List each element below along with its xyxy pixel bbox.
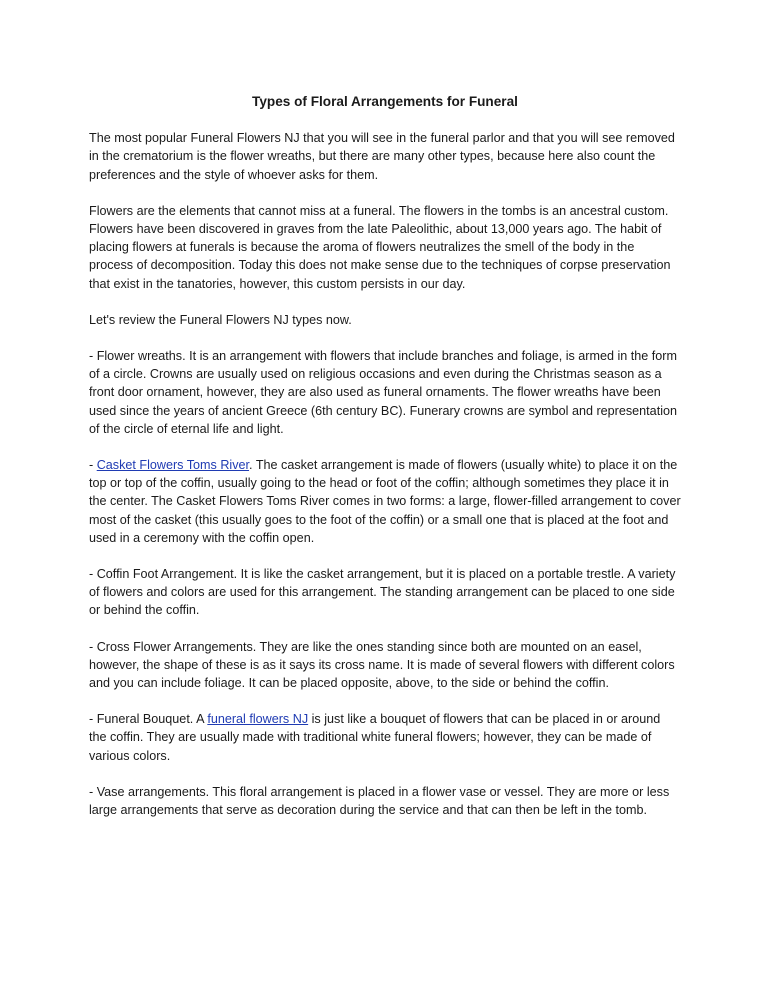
paragraph-flower-wreaths: - Flower wreaths. It is an arrangement with flowers that include branches and foliage, is armed in the form of a circle. Crowns are usually used on religious occasions and even during the Christmas season as a front door ornament, however, they are also used as funeral ornaments. The flower wreaths have been used since the years of ancient Greece (6th century BC). Funerary crowns are symbol and representation of the circle of eternal life and light.	[89, 349, 677, 436]
paragraph-intro: The most popular Funeral Flowers NJ that you will see in the funeral parlor and that you will see removed in the crematorium is the flower wreaths, but there are many other types, because here also count the preferences and the style of whoever asks for them.	[89, 131, 675, 182]
paragraph-cross-flower: - Cross Flower Arrangements. They are like the ones standing since both are mounted on an easel, however, the shape of these is as it says its cross name. It is made of several flowers with different colors and you can include foliage. It can be placed opposite, above, to the side or behind the coffin.	[89, 639, 675, 691]
paragraph-bouquet-prefix: - Funeral Bouquet. A	[89, 712, 208, 727]
paragraph-casket-text: . The casket arrangement is made of flowers (usually white) to place it on the top or top of the coffin, usually going to the head or foot of the coffin; although sometimes they place it in the center. The Casket Flowers Toms River comes in two forms: a large, flower-filled arrangement to cover most of the casket (this usually goes to the foot of the coffin) or a small one that is placed at the foot and used in a ceremony with the coffin open.	[89, 458, 681, 545]
casket-flowers-toms-river-link[interactable]: Casket Flowers Toms River	[96, 458, 250, 473]
paragraph-review-types: Let's review the Funeral Flowers NJ types now.	[89, 312, 352, 327]
paragraph-funeral-bouquet	[89, 710, 681, 765]
document-body	[89, 89, 681, 837]
paragraph-vase-arrangements: - Vase arrangements. This floral arrangement is placed in a flower vase or vessel. They are more or less large arrangements that serve as decoration during the service and that can then be left in the tomb.	[89, 784, 670, 818]
paragraph-casket-flowers	[89, 456, 681, 547]
document-title: Types of Floral Arrangements for Funeral	[252, 94, 518, 109]
paragraph-casket-prefix: -	[89, 458, 97, 473]
paragraph-flowers-history: Flowers are the elements that cannot miss at a funeral. The flowers in the tombs is an ancestral custom. Flowers have been discovered in graves from the late Paleolithic, about 13,000 years ago. The habit of placing flowers at funerals is because the aroma of flowers neutralizes the smell of the body in the process of decomposition. Today this does not make sense due to the techniques of corpse preservation that exist in the tanatories, however, this custom persists in our day.	[89, 203, 671, 291]
paragraph-coffin-foot: - Coffin Foot Arrangement. It is like the casket arrangement, but it is placed on a portable trestle. A variety of flowers and colors are used for this arrangement. The standing arrangement can be placed to one side or behind the coffin.	[89, 567, 676, 618]
funeral-flowers-nj-link[interactable]: funeral flowers NJ	[207, 712, 309, 727]
paragraph-bouquet-text: is just like a bouquet of flowers that can be placed in or around the coffin. They are usually made with traditional white funeral flowers; however, they can be made of various colors.	[89, 712, 661, 763]
